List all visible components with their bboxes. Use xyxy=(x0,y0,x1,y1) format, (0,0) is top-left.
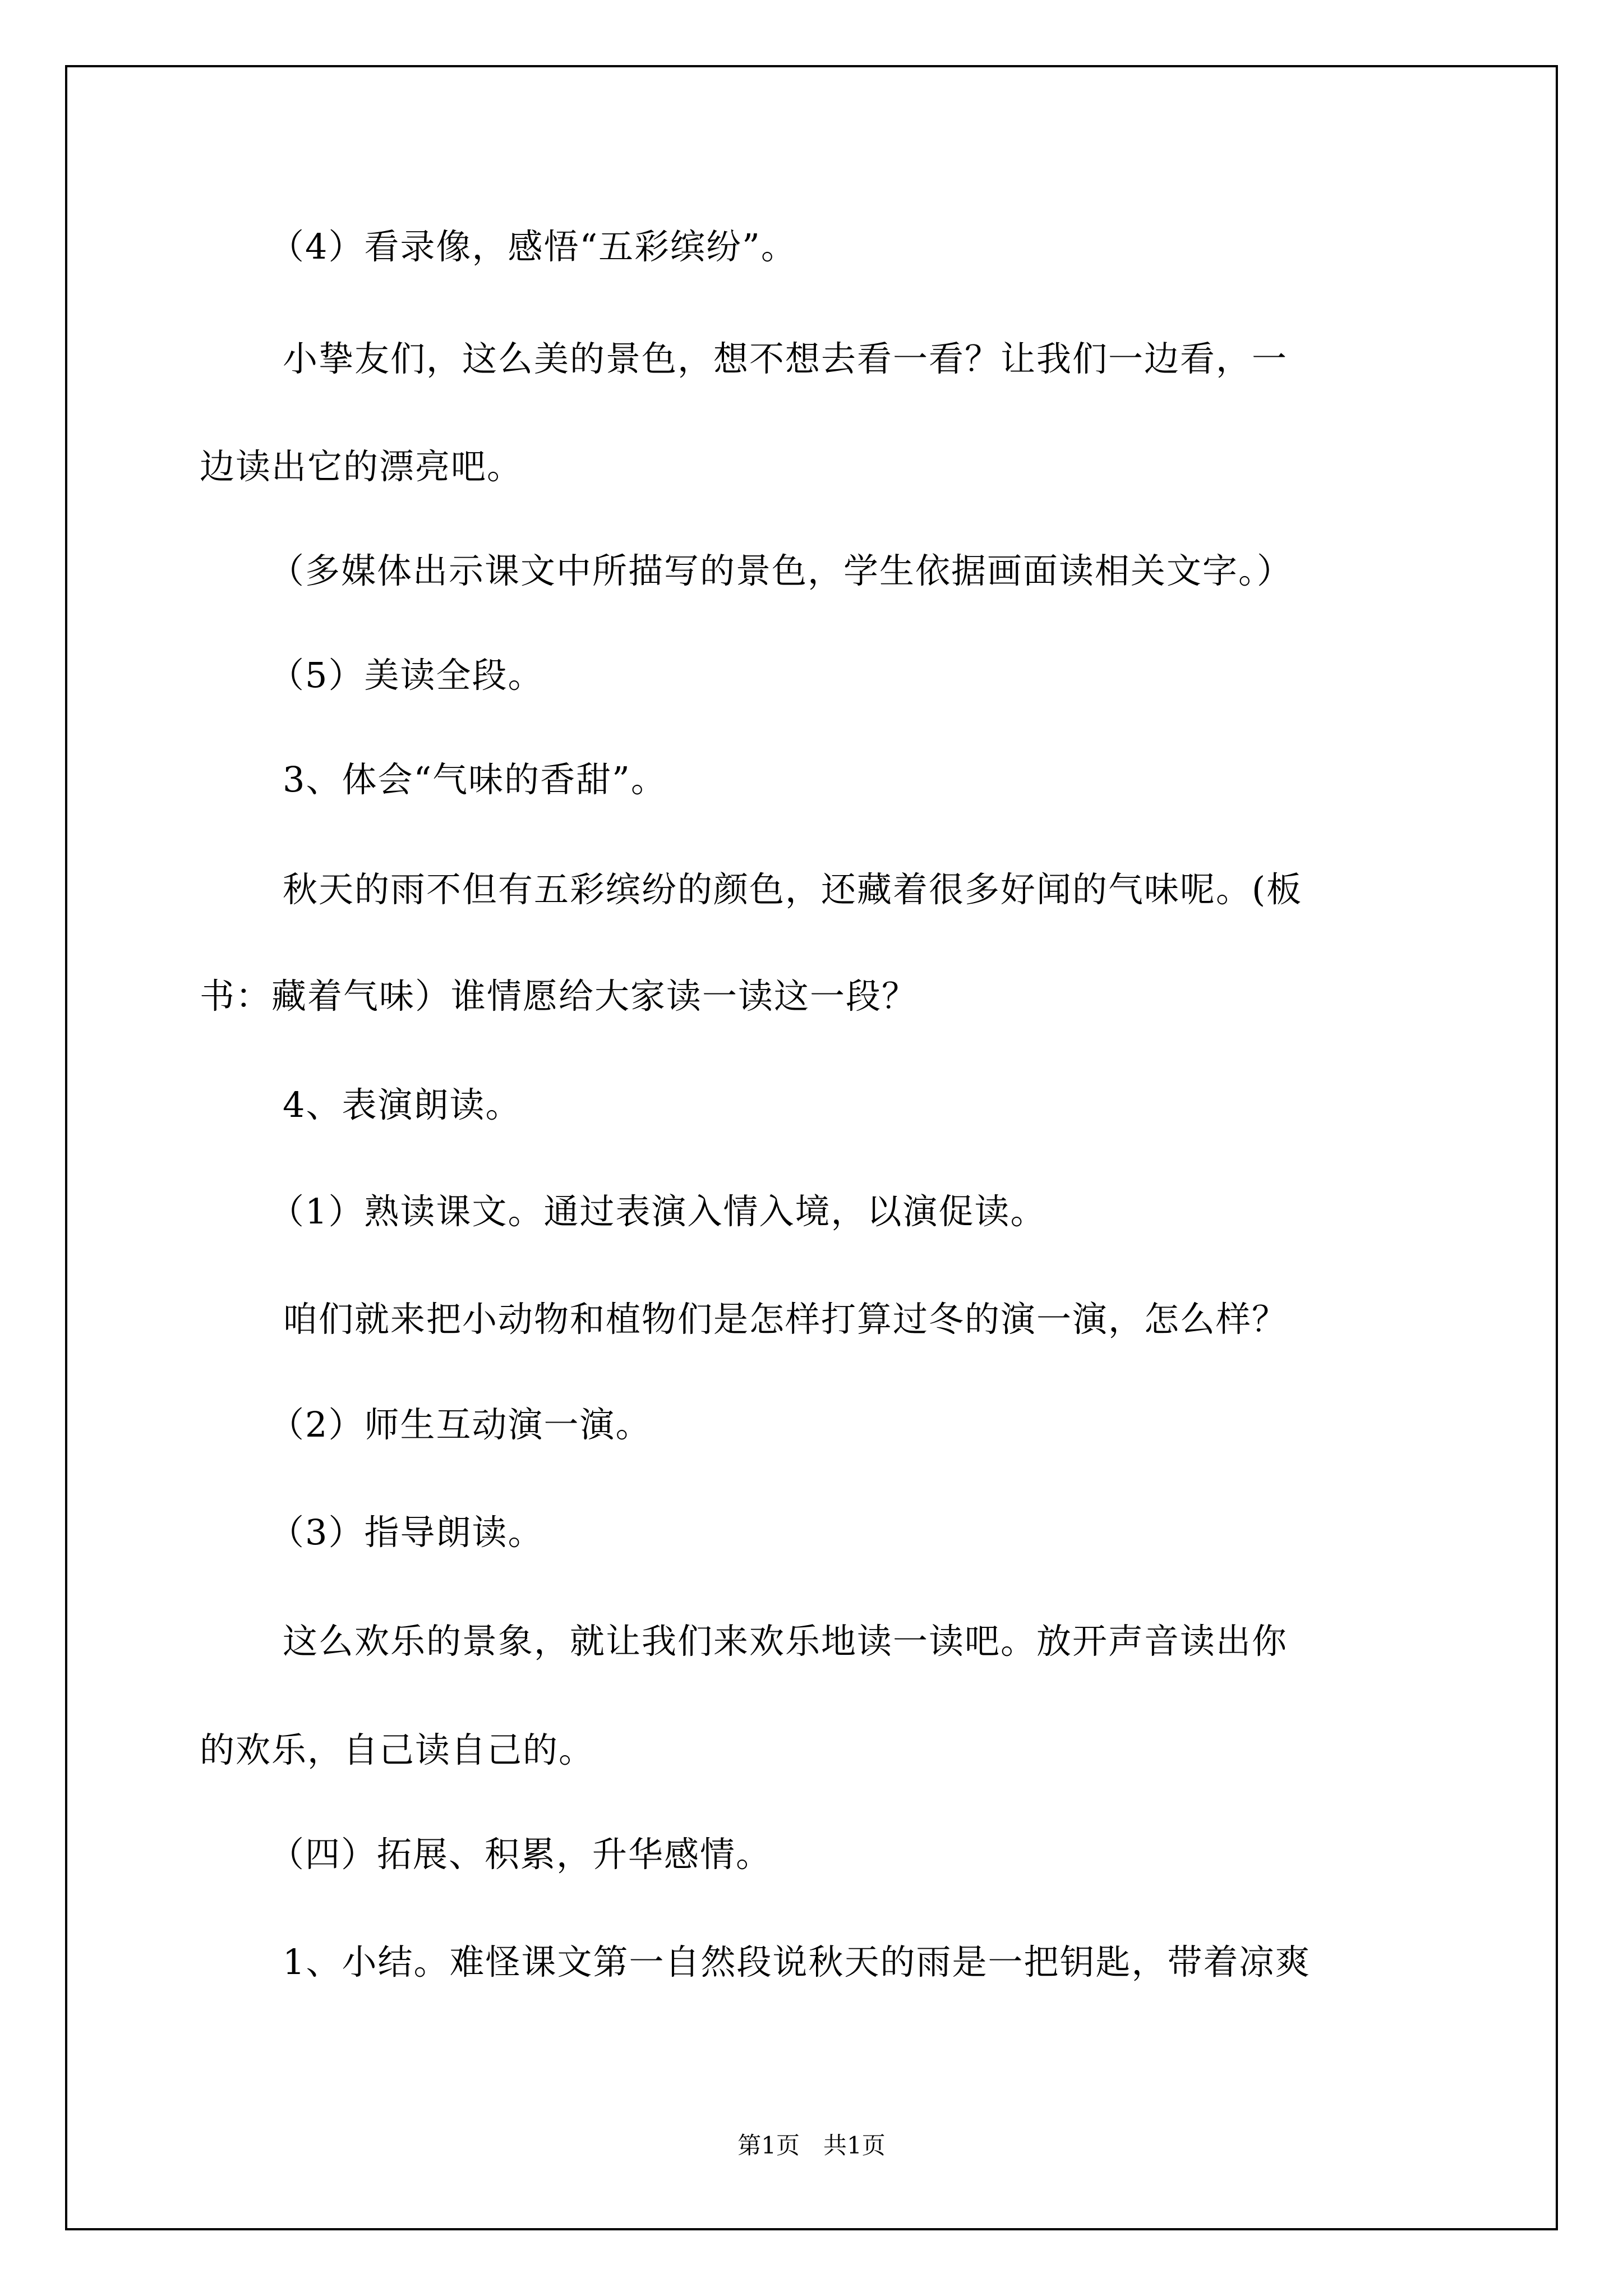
paragraph-line: 1、小结。难怪课文第一自然段说秋天的雨是一把钥匙，带着凉爽 xyxy=(283,1941,1311,1982)
paragraph-line: 秋天的雨不但有五彩缤纷的颜色，还藏着很多好闻的气味呢。(板 xyxy=(283,869,1303,910)
paragraph-line: 4、表演朗读。 xyxy=(283,1084,522,1125)
page-footer: 第1页 共1页 xyxy=(737,2132,886,2159)
paragraph-line: （1）熟读课文。通过表演入情入境，以演促读。 xyxy=(269,1191,1046,1232)
paragraph-line: （4）看录像，感悟“五彩缤纷”。 xyxy=(269,226,797,267)
paragraph-line: 边读出它的漂亮吧。 xyxy=(200,446,523,487)
paragraph-line: 咱们就来把小动物和植物们是怎样打算过冬的演一演，怎么样？ xyxy=(283,1299,1288,1340)
paragraph-line: 书：藏着气味）谁情愿给大家读一读这一段？ xyxy=(200,976,918,1016)
page-border xyxy=(65,65,1558,2230)
paragraph-line: （3）指导朗读。 xyxy=(269,1512,544,1553)
paragraph-line: （四）拓展、积累，升华感情。 xyxy=(269,1834,772,1875)
paragraph-line: 小挚友们，这么美的景色，想不想去看一看？让我们一边看，一 xyxy=(283,338,1288,379)
paragraph-line: 的欢乐，自己读自己的。 xyxy=(200,1729,595,1770)
paragraph-line: 3、体会“气味的香甜”。 xyxy=(283,759,667,800)
paragraph-line: （5）美读全段。 xyxy=(269,655,544,696)
paragraph-line: 这么欢乐的景象，就让我们来欢乐地读一读吧。放开声音读出你 xyxy=(283,1621,1288,1662)
paragraph-line: （多媒体出示课文中所描写的景色，学生依据画面读相关文字。） xyxy=(269,550,1293,591)
paragraph-line: （2）师生互动演一演。 xyxy=(269,1404,652,1445)
